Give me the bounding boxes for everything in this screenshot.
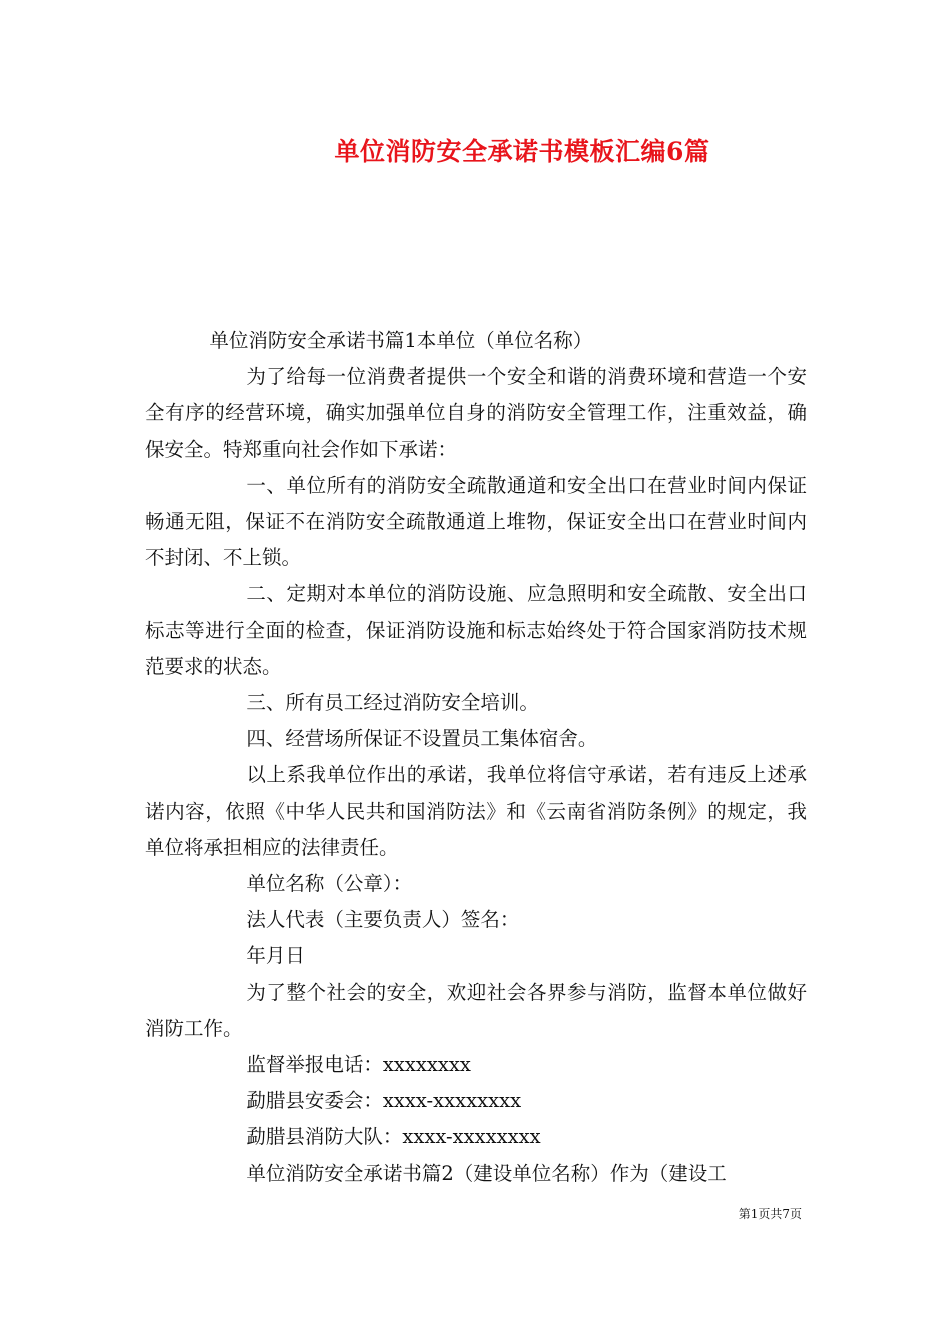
paragraph-date: 年月日: [246, 944, 305, 968]
paragraph-commitment: 以上系我单位作出的承诺，我单位将信守承诺，若有违反上述承诺内容，依照《中华人民共和国消防法》和《云南省消防条例》的规定，我单位将承担相应的法律责任。: [145, 763, 807, 859]
paragraph-supervision: 为了整个社会的安全，欢迎社会各界参与消防，监督本单位做好消防工作。: [145, 980, 807, 1040]
paragraph-legal-rep: 法人代表（主要负责人）签名：: [246, 908, 520, 932]
paragraph-fire-brigade: 勐腊县消防大队：xxxx-xxxxxxxx: [246, 1125, 541, 1149]
paragraph-item-4: 四、经营场所保证不设置员工集体宿舍。: [246, 727, 598, 751]
paragraph-safety-committee: 勐腊县安委会：xxxx-xxxxxxxx: [246, 1089, 522, 1113]
document-body: [145, 323, 807, 1192]
paragraph-hotline: 监督举报电话：xxxxxxxx: [246, 1053, 471, 1077]
page-number-footer: 第1页共7页: [738, 1207, 802, 1221]
paragraph-item-3: 三、所有员工经过消防安全培训。: [246, 691, 539, 715]
document-title: 单位消防安全承诺书模板汇编6篇: [334, 137, 710, 166]
paragraph-section-heading-2: 单位消防安全承诺书篇2（建设单位名称）作为（建设工: [246, 1161, 727, 1185]
paragraph-intro: 为了给每一位消费者提供一个安全和谐的消费环境和营造一个安全有序的经营环境，确实加强单位自身的消防安全管理工作，注重效益，确保安全。特郑重向社会作如下承诺：: [145, 365, 807, 461]
paragraph-item-1: 一、单位所有的消防安全疏散通道和安全出口在营业时间内保证畅通无阻，保证不在消防安全疏散通道上堆物，保证安全出口在营业时间内不封闭、不上锁。: [145, 473, 807, 570]
paragraph-section-heading-1: 单位消防安全承诺书篇1本单位（单位名称）: [209, 329, 593, 352]
paragraph-unit-seal: 单位名称（公章）：: [246, 872, 413, 896]
paragraph-item-2: 二、定期对本单位的消防设施、应急照明和安全疏散、安全出口标志等进行全面的检查，保证消防设施和标志始终处于符合国家消防技术规范要求的状态。: [145, 582, 807, 678]
